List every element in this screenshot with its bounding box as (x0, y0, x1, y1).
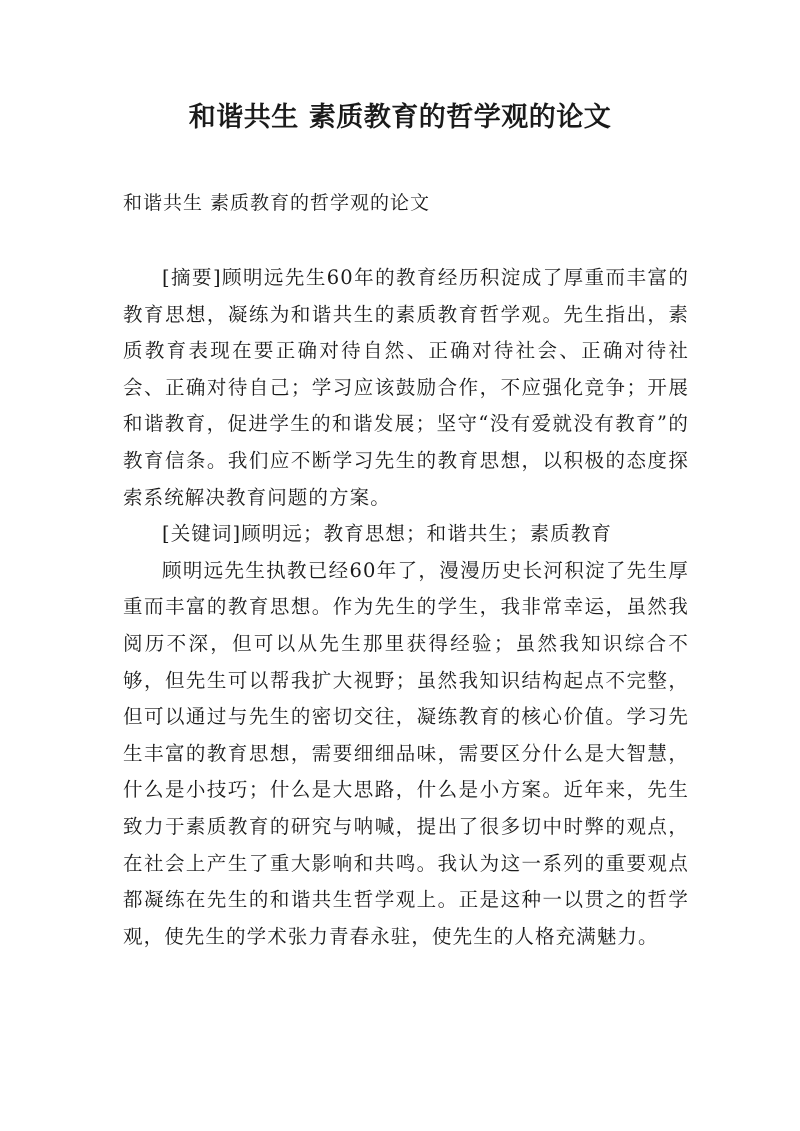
document-title: 和谐共生 素质教育的哲学观的论文 (188, 102, 612, 133)
document-body (123, 260, 689, 955)
keywords-paragraph: [关键词]顾明远；教育思想；和谐共生；素质教育 (162, 522, 613, 546)
document-subtitle: 和谐共生 素质教育的哲学观的论文 (123, 192, 431, 214)
abstract-paragraph: [摘要]顾明远先生60年的教育经历积淀成了厚重而丰富的教育思想，凝练为和谐共生的素质教育哲学观。先生指出，素质教育表现在要正确对待自然、正确对待社会、正确对待社会、正确对待自己；学习应该鼓励合作，不应强化竞争；开展和谐教育，促进学生的和谐发展；坚守“没有爱就没有教育”的教育信条。我们应不断学习先生的教育思想，以积极的态度探索系统解决教育问题的方案。 (123, 266, 689, 509)
body-paragraph: 顾明远先生执教已经60年了，漫漫历史长河积淀了先生厚重而丰富的教育思想。作为先生的学生，我非常幸运，虽然我阅历不深，但可以从先生那里获得经验；虽然我知识综合不够，但先生可以帮我扩大视野；虽然我知识结构起点不完整，但可以通过与先生的密切交往，凝练教育的核心价值。学习先生丰富的教育思想，需要细细品味，需要区分什么是大智慧，什么是小技巧；什么是大思路，什么是小方案。近年来，先生致力于素质教育的研究与呐喊，提出了很多切中时弊的观点，在社会上产生了重大影响和共鸣。我认为这一系列的重要观点都凝练在先生的和谐共生哲学观上。正是这种一以贯之的哲学观，使先生的学术张力青春永驻，使先生的人格充满魅力。 (123, 558, 689, 948)
